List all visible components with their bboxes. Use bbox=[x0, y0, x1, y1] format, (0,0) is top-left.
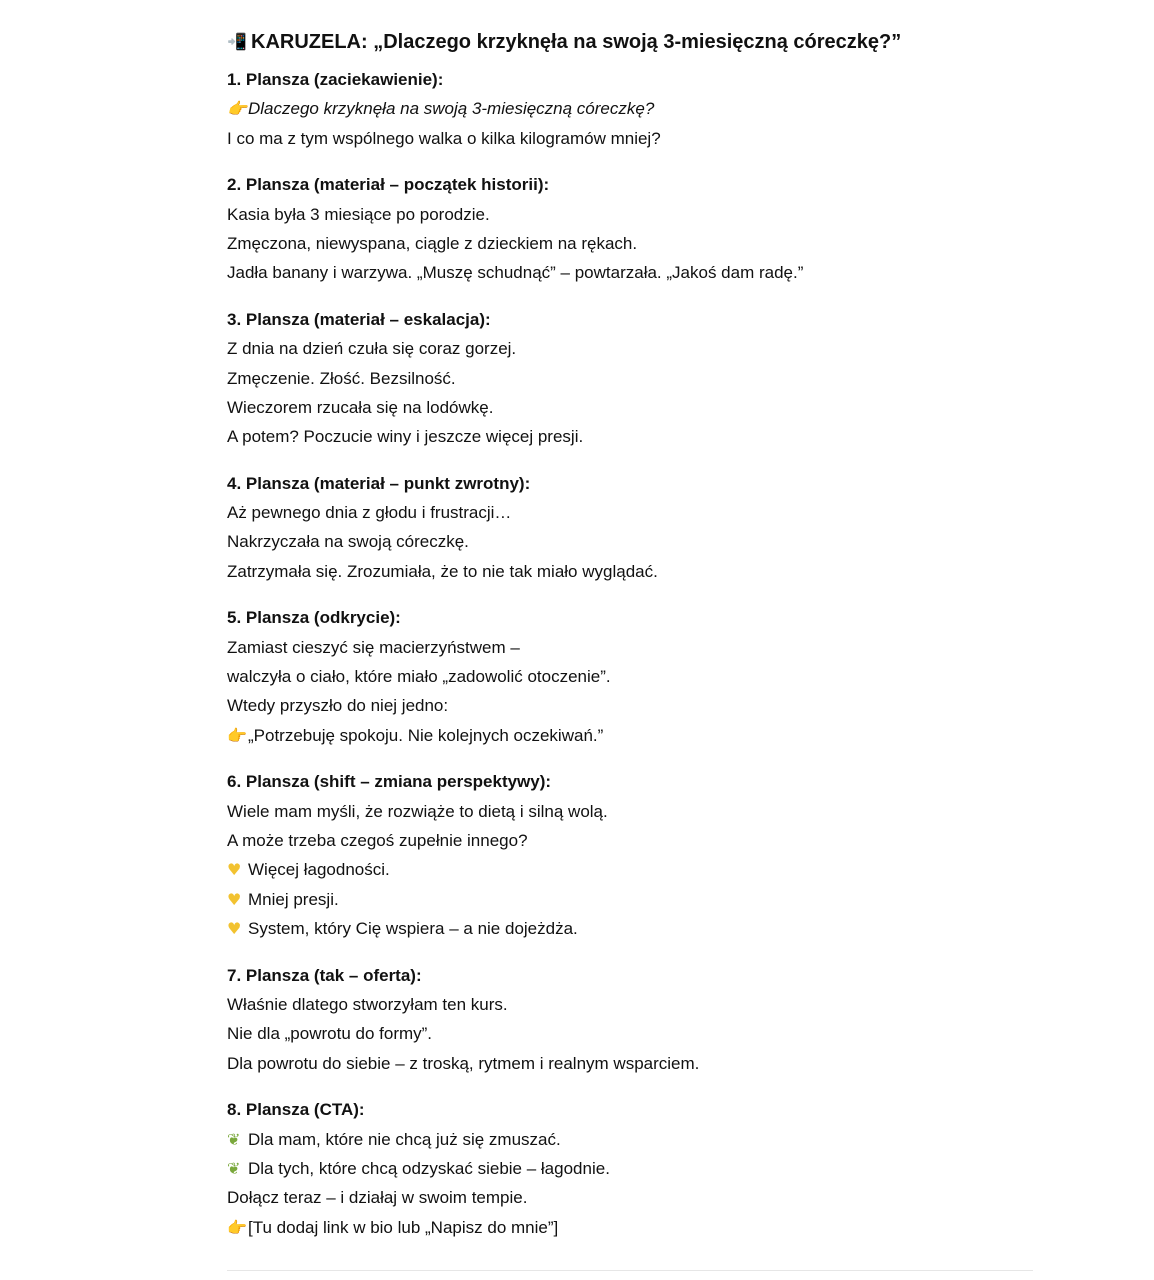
section-line: Dołącz teraz – i działaj w swoim tempie. bbox=[227, 1188, 528, 1208]
bottom-divider bbox=[227, 1270, 1033, 1271]
section-line bbox=[227, 1213, 1033, 1242]
backhand-index-pointing-right-icon: 👉 bbox=[227, 725, 247, 745]
section-line bbox=[227, 1125, 1033, 1154]
section-line: Z dnia na dzień czuła się coraz gorzej. bbox=[227, 339, 517, 359]
section-heading: 4. Plansza (materiał – punkt zwrotny): bbox=[227, 473, 531, 493]
section-line-text: Więcej łagodności. bbox=[248, 860, 390, 880]
section-line: Zmęczenie. Złość. Bezsilność. bbox=[227, 368, 456, 388]
section-line-text: „Potrzebuję spokoju. Nie kolejnych oczekiwań.” bbox=[248, 725, 604, 745]
section-line: Jadła banany i warzywa. „Muszę schudnąć” – powtarzała. „Jakoś dam radę.” bbox=[227, 263, 804, 283]
yellow-heart-icon: ♥ bbox=[227, 889, 242, 909]
section-line: Zmęczona, niewyspana, ciągle z dzieckiem na rękach. bbox=[227, 233, 638, 253]
mobile-phone-arrow-icon: 📲 bbox=[227, 32, 247, 51]
section-6 bbox=[227, 767, 1033, 943]
yellow-heart-icon: ♥ bbox=[227, 860, 242, 880]
section-line-text: Dlaczego krzyknęła na swoją 3-miesięczną córeczkę? bbox=[248, 99, 655, 119]
section-7 bbox=[227, 961, 1033, 1079]
document-title bbox=[227, 28, 1033, 56]
section-line: Nie dla „powrotu do formy”. bbox=[227, 1024, 433, 1044]
section-line bbox=[227, 94, 1033, 123]
backhand-index-pointing-right-icon: 👉 bbox=[227, 99, 247, 119]
section-line: Właśnie dlatego stworzyłam ten kurs. bbox=[227, 994, 508, 1014]
section-heading: 1. Plansza (zaciekawienie): bbox=[227, 70, 444, 89]
section-4 bbox=[227, 469, 1033, 587]
section-line: walczyła o ciało, które miało „zadowolić otoczenie”. bbox=[227, 667, 611, 687]
section-heading: 2. Plansza (materiał – początek historii): bbox=[227, 175, 550, 195]
yellow-heart-icon: ♥ bbox=[227, 919, 242, 939]
document-title-text: KARUZELA: „Dlaczego krzyknęła na swoją 3-miesięczną córeczkę?” bbox=[251, 31, 902, 53]
section-line-text: Dla tych, które chcą odzyskać siebie – łagodnie. bbox=[248, 1158, 610, 1178]
section-line: Kasia była 3 miesiące po porodzie. bbox=[227, 204, 490, 224]
section-line: Nakrzyczała na swoją córeczkę. bbox=[227, 532, 469, 552]
section-line bbox=[227, 855, 1033, 884]
section-heading: 8. Plansza (CTA): bbox=[227, 1100, 365, 1120]
herb-leaf-icon: ❦ bbox=[227, 1129, 241, 1149]
section-3 bbox=[227, 305, 1033, 452]
section-line bbox=[227, 885, 1033, 914]
section-8 bbox=[227, 1095, 1033, 1242]
section-heading: 6. Plansza (shift – zmiana perspektywy): bbox=[227, 772, 552, 792]
section-5 bbox=[227, 603, 1033, 750]
section-line-text: System, który Cię wspiera – a nie dojeżdża. bbox=[248, 919, 578, 939]
section-line: Aż pewnego dnia z głodu i frustracji… bbox=[227, 503, 512, 523]
section-line: Dla powrotu do siebie – z troską, rytmem i realnym wsparciem. bbox=[227, 1053, 700, 1073]
section-1 bbox=[227, 65, 1033, 153]
document-body bbox=[227, 28, 1033, 1259]
section-heading: 3. Plansza (materiał – eskalacja): bbox=[227, 309, 491, 329]
section-heading: 5. Plansza (odkrycie): bbox=[227, 608, 401, 628]
section-line-text: [Tu dodaj link w bio lub „Napisz do mnie”] bbox=[248, 1217, 559, 1237]
section-line bbox=[227, 721, 1033, 750]
section-line: I co ma z tym wspólnego walka o kilka kilogramów mniej? bbox=[227, 128, 661, 148]
section-line: Zamiast cieszyć się macierzyństwem – bbox=[227, 637, 520, 657]
herb-leaf-icon: ❦ bbox=[227, 1158, 241, 1178]
section-line: A może trzeba czegoś zupełnie innego? bbox=[227, 830, 528, 850]
backhand-index-pointing-right-icon: 👉 bbox=[227, 1217, 247, 1237]
section-line-text: Dla mam, które nie chcą już się zmuszać. bbox=[248, 1129, 561, 1149]
section-line-text: Mniej presji. bbox=[248, 889, 339, 909]
section-line: Wieczorem rzucała się na lodówkę. bbox=[227, 397, 494, 417]
section-heading: 7. Plansza (tak – oferta): bbox=[227, 965, 422, 985]
section-2 bbox=[227, 170, 1033, 288]
section-line bbox=[227, 914, 1033, 943]
section-line: A potem? Poczucie winy i jeszcze więcej presji. bbox=[227, 427, 584, 447]
section-line: Wiele mam myśli, że rozwiąże to dietą i silną wolą. bbox=[227, 801, 608, 821]
section-line: Zatrzymała się. Zrozumiała, że to nie tak miało wyglądać. bbox=[227, 561, 658, 581]
section-line: Wtedy przyszło do niej jedno: bbox=[227, 696, 449, 716]
section-line bbox=[227, 1154, 1033, 1183]
